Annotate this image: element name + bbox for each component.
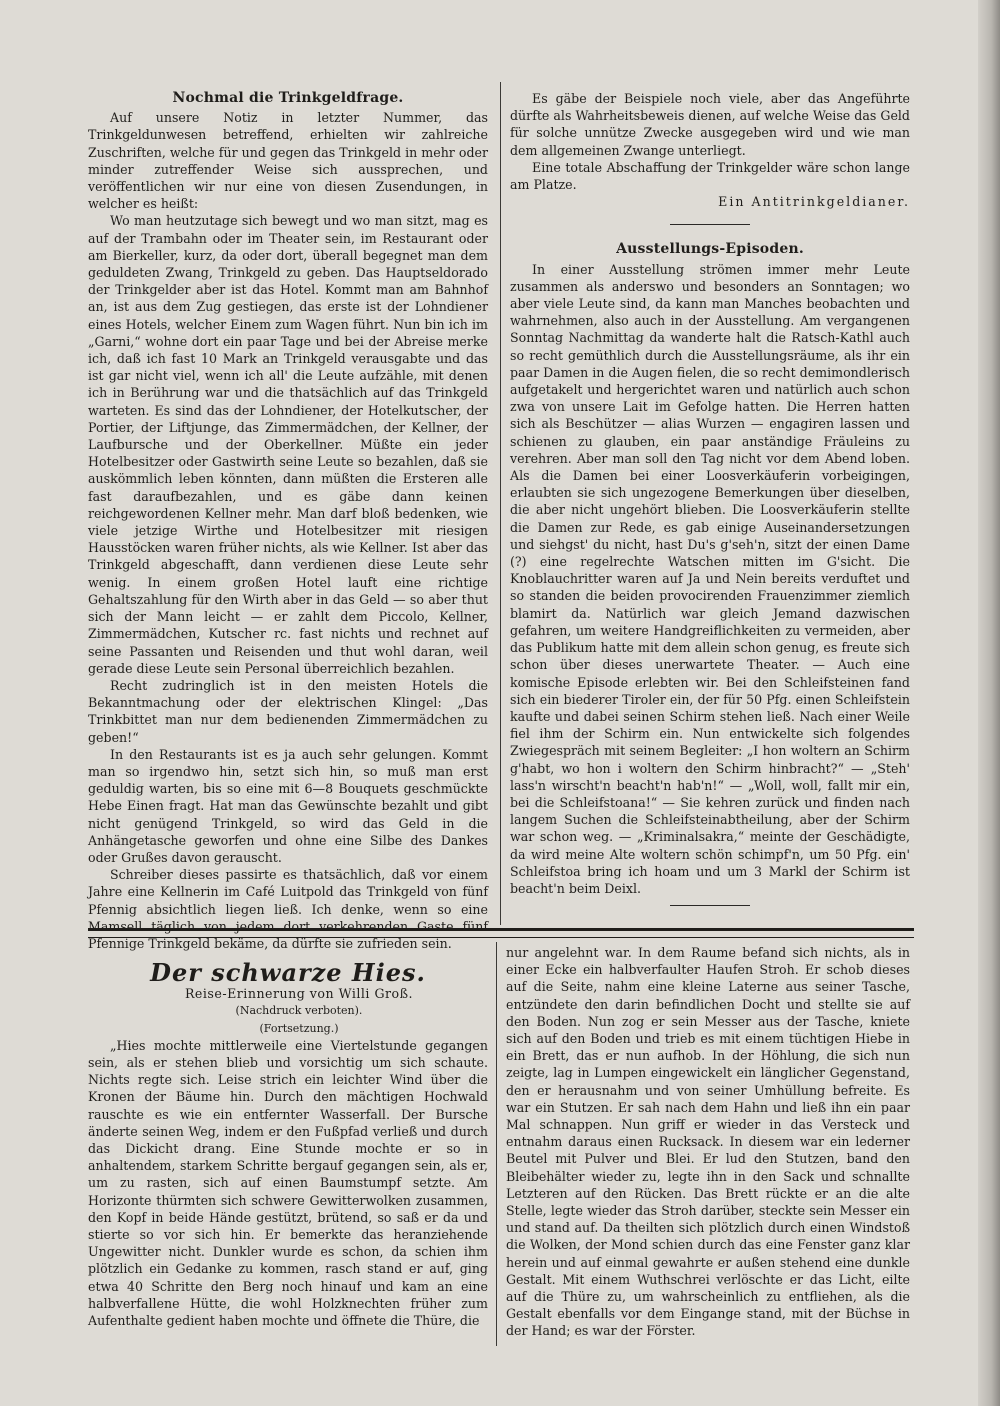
paragraph: nur angelehnt war. In dem Raume befand sich nichts, als in einer Ecke ein halbverfaulter Haufen Stroh. Er schob dieses auf die Seite, nahm eine kleine Laterne aus seiner Tasche, entzündete den darin befindlichen Docht und stellte sie auf den Boden. Nun zog er sein Messer aus der Tasche, kniete sich auf den Boden und trieb es mit einem tüchtigen Hiebe in ein Brett, das er nun aufhob. In der Höhlung, die sich nun zeigte, lag in Lumpen eingewickelt ein länglicher Gegenstand, den er herausnahm und von seiner Umhüllung befreite. Es war ein Stutzen. Er sah nach dem Hahn und ließ ihn ein paar Mal schnappen. Nun griff er wieder in das Versteck und entnahm daraus einen Rucksack. In diesem war ein lederner Beutel mit Pulver und Blei. Er lud den Stutzen, band den Bleibehälter wieder zu, legte ihn in den Sack und schnallte Letzteren auf den Rücken. Das Brett rückte er an die alte Stelle, legte wieder das Stroh darüber, steckte sein Messer ein und stand auf. Da theilten sich plötzlich durch einen Windstoß die Wolken, der Mond schien durch das eine Fenster ganz klar herein und auf einmal gewahrte er außen stehend eine dunkle Gestalt. Mit einem Wuthschrei verlöschte er das Licht, eilte auf die Thüre zu, um wahrscheinlich zu entfliehen, als die Gestalt ebenfalls vor dem Eingange stand, mit der Büchse in der Hand; es war der Förster. — [506, 945, 910, 1339]
reprint-notice: (Nachdruck verboten). — [235, 1004, 363, 1018]
serial-title: Der schwarze Hies. — [150, 958, 426, 987]
paragraph: „Hies mochte mittlerweile eine Viertelstunde gegangen sein, als er stehen blieb und vorsichtig um sich schaute. Nichts regte sich. Leise strich ein leichter Wind über die Kronen der Bäume hin. Durch den mächtigen Hochwald rauschte es wie ein entfernter Wasserfall. Der Bursche änderte seinen Weg, indem er den Fußpfad verließ und durch das Dickicht drang. Eine Stunde mochte er so in anhaltendem, starkem Schritte bergauf gegangen sein, als er, um zu rasten, sich auf einen Baumstumpf setzte. Am Horizonte thürmten sich schwere Gewitterwolken zusammen, den Kopf in beide Hände gestützt, brütend, so saß er da und stierte so vor sich hin. Er bemerkte das heranziehende Ungewitter nicht. Dunkler wurde es schon, da schien ihm plötzlich ein Gedanke zu kommen, rasch stand er auf, ging etwa 40 Schritte den Berg noch hinauf und kam an eine halbverfallene Hütte, die wohl Holzknechten früher zum Aufenthalte gedient haben mochte und öffnete die Thüre, die — [88, 1037, 488, 1329]
horizontal-divider — [88, 928, 914, 938]
serial-subtitle: Reise-Erinnerung von Willi Groß. — [184, 986, 414, 1002]
column-schwarze-hies-continued — [506, 944, 910, 1350]
column-trinkgeld — [88, 90, 488, 951]
column-ausstellung — [510, 90, 910, 926]
section-separator — [670, 224, 750, 225]
signature: Ein Antitrinkgeldianer. — [718, 194, 910, 210]
paragraph: Es gäbe der Beispiele noch viele, aber das Angeführte dürfte als Wahrheitsbeweis dienen, auf welche Weise das Geld für solche unnütze Zwecke ausgegeben wird und wie man dem allgemeinen Zwange unterliegt. — [510, 91, 910, 158]
section-separator — [670, 905, 750, 906]
column-divider — [500, 82, 501, 925]
column-divider — [496, 942, 497, 1346]
paragraph: Schreiber dieses passirte es thatsächlich, daß vor einem Jahre eine Kellnerin im Café Luitpold das Trinkgeld von fünf Pfennig absichtlich liegen ließ. Ich denke, wenn so eine Mamsell täglich von jedem dort verkehrenden Gaste fünf Pfennige Trinkgeld bekäme, da dürfte sie zufrieden sein. — [88, 867, 488, 951]
continuation-note: (Fortsetzung.) — [259, 1021, 339, 1035]
column-schwarze-hies — [88, 958, 488, 1350]
article-title-ausstellung: Ausstellungs-Episoden. — [616, 241, 804, 258]
page-edge-shadow — [978, 0, 1000, 1406]
paragraph: Auf unsere Notiz in letzter Nummer, das Trinkgeldunwesen betreffend, erhielten wir zahlreiche Zuschriften, welche für und gegen das Trinkgeld in mehr oder minder zutreffender Weise sich aussprechen, und veröffentlichen wir nur eine von diesen Zusendungen, in welcher es heißt: — [88, 110, 488, 212]
paragraph: In den Restaurants ist es ja auch sehr gelungen. Kommt man so irgendwo hin, setzt sich hin, so muß man erst geduldig warten, bis so eine mit 6—8 Bouquets geschmückte Hebe Einen fragt. Hat man das Gewünschte bezahlt und gibt nicht genügend Trinkgeld, so wird das Geld in die Anhängetasche geworfen und ohne eine Silbe des Dankes oder Grußes davon gerauscht. — [88, 746, 488, 865]
paragraph: Eine totale Abschaffung der Trinkgelder wäre schon lange am Platze. — [510, 159, 910, 193]
paragraph: Recht zudringlich ist in den meisten Hotels die Bekanntmachung oder der elektrischen Klingel: „Das Trinkbittet man nur dem bedienenden Zimmermädchen zu geben!“ — [88, 677, 488, 745]
paragraph: Wo man heutzutage sich bewegt und wo man sitzt, mag es auf der Trambahn oder im Theater sein, im Restaurant oder am Bierkeller, kurz, da oder dort, überall begegnet man dem geduldeten Zwang, Trinkgeld zu geben. Das Hauptseldorado der Trinkgelder aber ist das Hotel. Kommt man am Bahnhof an, ist aus dem Zug gestiegen, das erste ist der Lohndiener eines Hotels, welcher Einem zum Wagen führt. Nun bin ich im „Garni,“ wohne dort ein paar Tage und bei der Abreise merke ich, daß ich fast 10 Mark an Trinkgeld verausgabte und das ist gar nicht viel, wenn ich all' die Leute aufzähle, mit denen ich in Berührung war und die thatsächlich auf das Trinkgeld warteten. Es sind das der Lohndiener, der Hotelkutscher, der Portier, der Liftjunge, das Zimmermädchen, der Kellner, der Laufbursche und der Oberkellner. Müßte ein jeder Hotelbesitzer oder Gastwirth seine Leute so bezahlen, daß sie auskömmlich leben könnten, dann müßten die Ersteren alle fast daraufbezahlen, und es gäbe dann keinen reichgewordenen Kellner mehr. Man darf bloß bedenken, wie viele jetzige Wirthe und Hotelbesitzer mit riesigen Hausstöcken waren früher nichts, als wie Kellner. Ist aber das Trinkgeld abgeschafft, dann verdienen diese Leute sehr wenig. In einem großen Hotel lauft eine richtige Gehaltszahlung für den Wirth aber in das Geld — so aber thut sich der Mann leicht — er zahlt dem Piccolo, Kellner, Zimmermädchen, Kutscher rc. fast nichts und rechnet auf seine Passanten und Reisenden und thut wohl daran, weil gerade diese Leute sein Personal überreichlich bezahlen. — [88, 213, 488, 676]
paragraph: In einer Ausstellung strömen immer mehr Leute zusammen als anderswo und besonders an Sonntagen; wo aber viele Leute sind, da kann man Manches beobachten und wahrnehmen, also auch in der Ausstellung. Am vergangenen Sonntag Nachmittag da wanderte halt die Ratsch-Kathl auch so recht gemüthlich durch die Ausstellungsräume, als ihr ein paar Damen in die Augen fielen, die so recht demimondlerisch aufgetakelt und hergerichtet waren und natürlich auch schon zwa von unsere Lait im Gefolge hatten. Die Herren hatten sich als Beschützer — alias Wurzen — engagiren lassen und schienen zu glauben, ein paar anständige Fräuleins zu verehren. Aber man soll den Tag nicht vor dem Abend loben. Als die Damen bei einer Loosverkäuferin vorbeigingen, erlaubten sie sich ungezogene Bemerkungen über dieselben, die aber nicht ungehört blieben. Die Loosverkäuferin stellte die Damen zur Rede, es gab einige Auseinandersetzungen und siehgst' du nicht, hast Du's g'seh'n, sitzt der einen Dame (?) eine regelrechte Watschen mitten im G'sicht. Die Knoblauchritter waren auf Ja und Nein bereits verduftet und so standen die beiden provocirenden Frauenzimmer ziemlich blamirt da. Natürlich war gleich Jemand dazwischen gefahren, um weitere Handgreiflichkeiten zu vermeiden, aber das Publikum hatte mit dem allein schon genug, es freute sich schon über dieses unerwartete Theater. — Auch eine komische Episode erlebten wir. Bei den Schleifsteinen fand sich ein biederer Tiroler ein, der für 50 Pfg. einen Schleifstein kaufte und dabei seinen Schirm stehen ließ. Nach einer Weile fiel ihm der Schirm ein. Nun entwickelte sich folgendes Zwiegespräch mit seinem Begleiter: „I hon woltern an Schirm g'habt, wo hon i woltern den Schirm hinbracht?“ — „Steh' lass'n wirscht'n beacht'n hab'n!“ — „Woll, woll, fallt mir ein, bei die Schleifstoana!“ — Sie kehren zurück und finden nach langem Suchen die Schleifsteinabtheilung, aber der Schirm war schon weg. — „Kriminalsakra,“ meinte der Geschädigte, da wird meine Alte woltern schön schimpf'n, um 50 Pfg. ein' Schleifstoa bring ich hoam und um 3 Markl der Schirm ist beacht'n beim Deixl. — [510, 261, 910, 896]
article-title-trinkgeld: Nochmal die Trinkgeldfrage. — [172, 90, 404, 106]
